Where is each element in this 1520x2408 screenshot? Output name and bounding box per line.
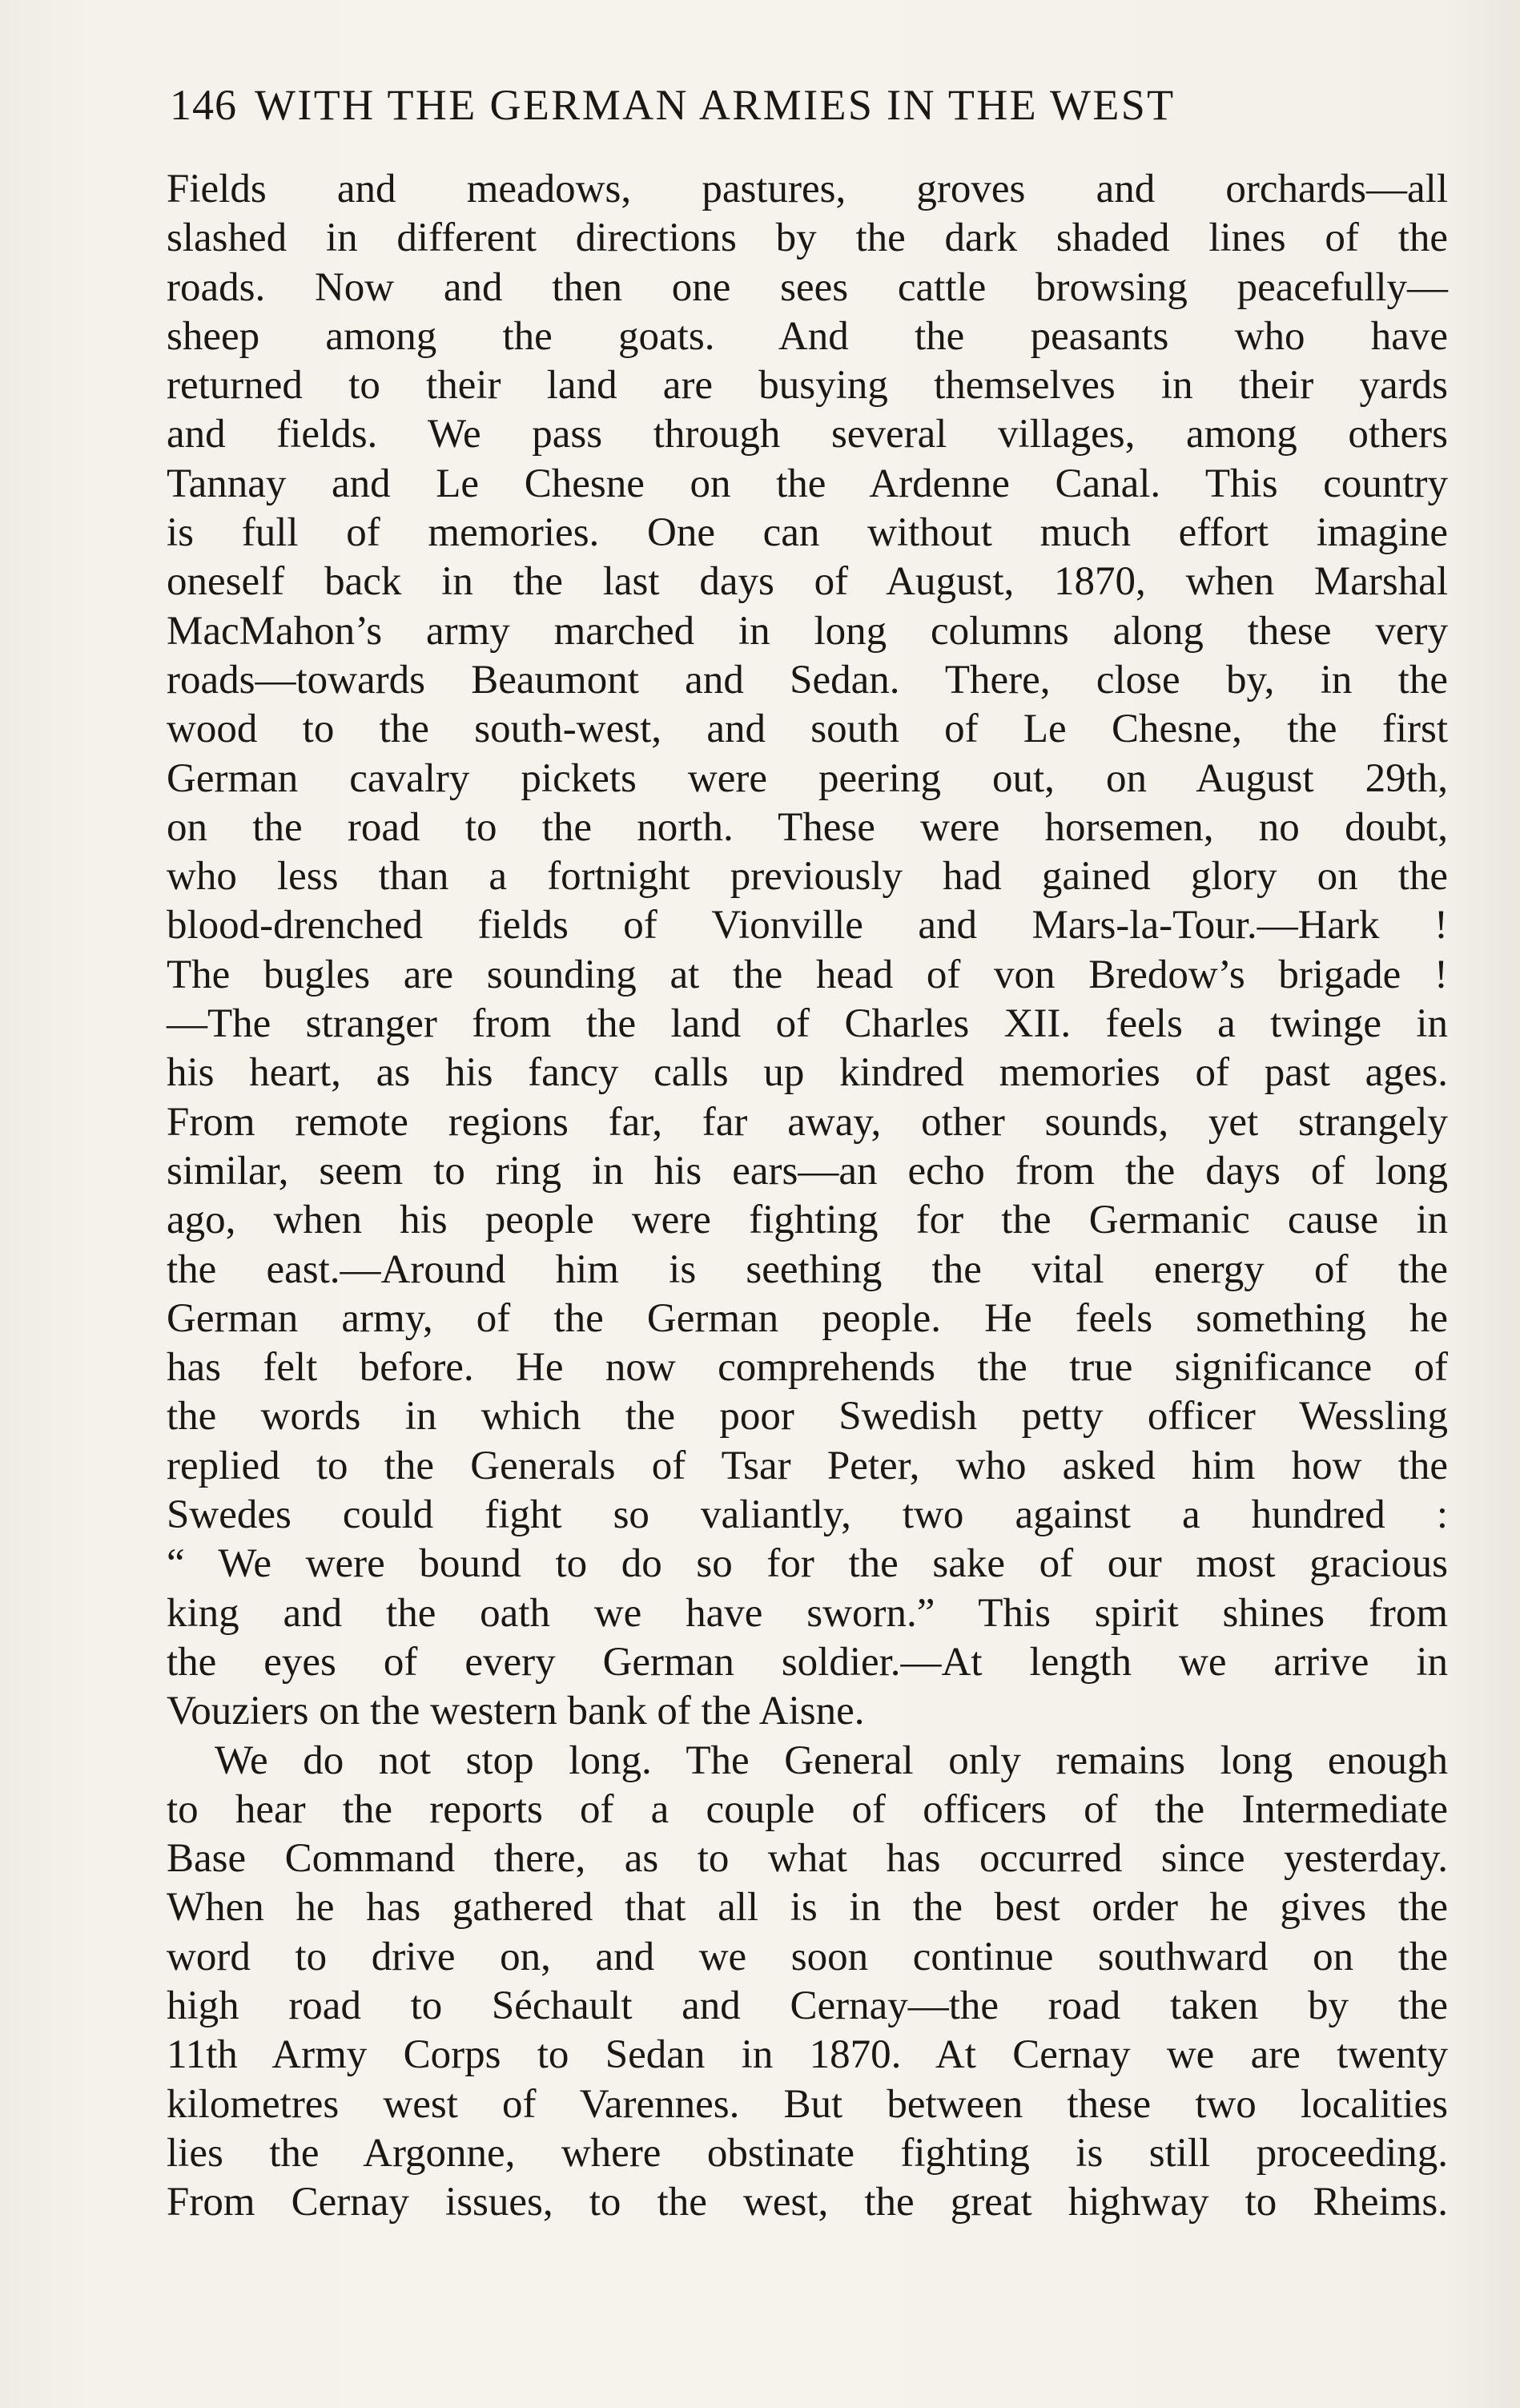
- text-line: roads—towards Beaumont and Sedan. There, close by, in the: [167, 657, 1448, 703]
- text-line: —The stranger from the land of Charles XII. feels a twinge in: [167, 1001, 1448, 1047]
- text-line: MacMahon’s army marched in long columns along these very: [167, 608, 1448, 654]
- text-line: German army, of the German people. He feels something he: [167, 1295, 1448, 1341]
- text-line: roads. Now and then one sees cattle browsing peacefully—: [167, 264, 1448, 310]
- text-line: to hear the reports of a couple of officers of the Intermediate: [167, 1786, 1448, 1832]
- text-line: From remote regions far, far away, other sounds, yet strangely: [167, 1099, 1448, 1145]
- text-line: the eyes of every German soldier.—At length we arrive in: [167, 1639, 1448, 1685]
- text-line: Base Command there, as to what has occurred since yesterday.: [167, 1836, 1448, 1882]
- text-line: wood to the south-west, and south of Le Chesne, the first: [167, 707, 1448, 752]
- text-line: has felt before. He now comprehends the true significance of: [167, 1345, 1448, 1391]
- text-line: oneself back in the last days of August, 1870, when Marshal: [167, 559, 1448, 605]
- text-line: “ We were bound to do so for the sake of our most gracious: [167, 1541, 1448, 1587]
- text-line: From Cernay issues, to the west, the great highway to Rheims.: [167, 2180, 1448, 2225]
- text-line: the words in which the poor Swedish petty officer Wessling: [167, 1394, 1448, 1440]
- text-line: on the road to the north. These were horsemen, no doubt,: [167, 804, 1448, 850]
- page-number: 146: [170, 81, 237, 129]
- text-line: Swedes could fight so valiantly, two against a hundred :: [167, 1492, 1448, 1538]
- text-line: lies the Argonne, where obstinate fighting is still proceeding.: [167, 2130, 1448, 2176]
- text-line: and fields. We pass through several villages, among others: [167, 412, 1448, 457]
- page-header: [170, 77, 1371, 133]
- text-line: slashed in different directions by the dark shaded lines of the: [167, 215, 1448, 261]
- text-line: word to drive on, and we soon continue southward on the: [167, 1934, 1448, 1979]
- text-line: king and the oath we have sworn.” This spirit shines from: [167, 1590, 1448, 1636]
- text-line: who less than a fortnight previously had gained glory on the: [167, 854, 1448, 900]
- text-line: returned to their land are busying themselves in their yards: [167, 363, 1448, 409]
- text-line: The bugles are sounding at the head of von Bredow’s brigade !: [167, 952, 1448, 997]
- text-line: his heart, as his fancy calls up kindred memories of past ages.: [167, 1050, 1448, 1096]
- text-line: kilometres west of Varennes. But between these two localities: [167, 2081, 1448, 2127]
- text-line: When he has gathered that all is in the best order he gives the: [167, 1885, 1448, 1931]
- text-line: 11th Army Corps to Sedan in 1870. At Cernay we are twenty: [167, 2032, 1448, 2078]
- text-line: ago, when his people were fighting for the Germanic cause in: [167, 1198, 1448, 1243]
- text-line: blood-drenched fields of Vionville and Mars-la-Tour.—Hark !: [167, 903, 1448, 948]
- text-line: replied to the Generals of Tsar Peter, who asked him how the: [167, 1443, 1448, 1488]
- body-text: [167, 165, 1448, 2227]
- paragraph-end-line: Vouziers on the western bank of the Aisne.: [167, 1689, 865, 1734]
- text-line: Tannay and Le Chesne on the Ardenne Canal. This country: [167, 461, 1448, 506]
- text-line: is full of memories. One can without much effort imagine: [167, 510, 1448, 556]
- text-line: high road to Séchault and Cernay—the road taken by the: [167, 1983, 1448, 2028]
- paragraph-start-line: We do not stop long. The General only remains long enough: [215, 1738, 1448, 1783]
- text-line: similar, seem to ring in his ears—an echo from the days of long: [167, 1148, 1448, 1194]
- text-line: Fields and meadows, pastures, groves and orchards—all: [167, 167, 1448, 211]
- text-line: German cavalry pickets were peering out, on August 29th,: [167, 755, 1448, 801]
- running-head: WITH THE GERMAN ARMIES IN THE WEST: [255, 81, 1176, 129]
- text-line: the east.—Around him is seething the vital energy of the: [167, 1246, 1448, 1292]
- text-line: sheep among the goats. And the peasants who have: [167, 313, 1448, 359]
